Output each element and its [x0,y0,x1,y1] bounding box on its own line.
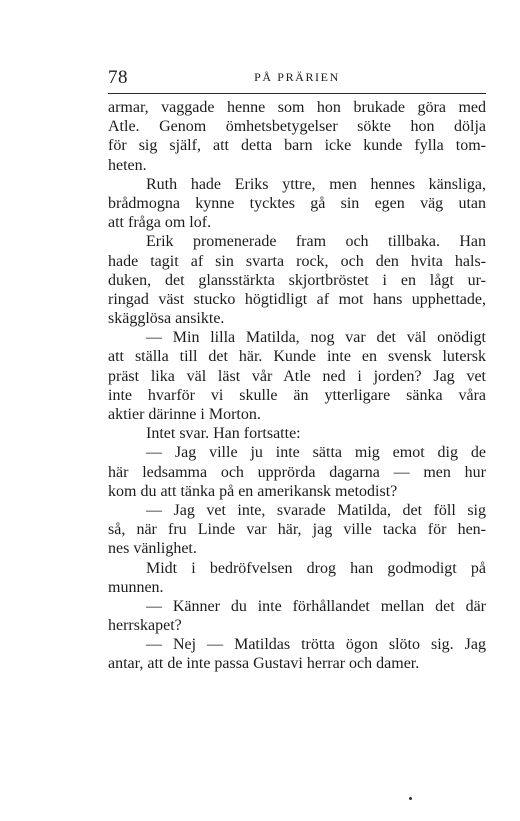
text-line: att ställa till det här. Kunde inte en svensk lutersk [108,348,486,366]
text-line: aktier därinne i Morton. [108,406,261,423]
text-line: — Jag ville ju inte sätta mig emot dig de [146,444,486,462]
text-line: att fråga om lof. [108,214,212,232]
text-line: nes vänlighet. [108,540,197,558]
running-head [108,65,486,93]
text-line: kom du att tänka på en amerikansk metodist? [108,482,398,500]
header-rule [108,93,486,94]
text-line: — Jag vet inte, svarade Matilda, det föll sig [146,501,486,519]
text-line: inte hvarför vi skulle än ytterligare sänka våra [108,386,486,404]
text-line: för sig själf, att detta barn icke kunde fylla tom- [108,137,486,155]
text-line: Erik promenerade fram och tillbaka. Han [146,233,486,251]
text-line: präst lika väl läst vår Atle ned i jorden? Jag vet [108,367,486,385]
text-line: brådmogna kynne tycktes gå sin egen väg utan [108,194,486,212]
body-text [108,98,486,674]
text-line: Midt i bedröfvelsen drog han godmodigt på [146,559,486,577]
text-line: så, när fru Linde var här, jag ville tacka för hen- [108,521,486,539]
text-line: — Min lilla Matilda, nog var det väl onödigt [146,329,486,347]
text-line: munnen. [108,578,164,596]
text-line: herrskapet? [108,617,182,635]
text-line: Ruth hade Eriks yttre, men hennes känsliga, [146,175,486,193]
text-line: Atle. Genom ömhetsbetygelser sökte hon dölja [108,118,486,136]
text-line: ringad väst stucko högtidligt af mot hans upphettade, [108,290,486,308]
running-title: PÅ PRÄRIEN [254,70,340,84]
text-line: — Känner du inte förhållandet mellan det där [146,597,486,615]
text-line: Intet svar. Han fortsatte: [146,425,301,443]
text-line: armar, vaggade henne som hon brukade göra med [108,99,486,116]
text-line: antar, att de inte passa Gustavi herrar och damer. [108,655,420,673]
text-line: hade tagit af sin svarta rock, och den hvita hals- [108,252,486,270]
page-number: 78 [108,67,128,88]
text-line: duken, det glansstärkta skjortbröstet i en lågt ur- [108,271,486,289]
text-line: heten. [108,156,147,174]
text-line: här ledsamma och upprörda dagarna — men hur [108,463,486,481]
text-line: skägglösa ansikte. [108,310,225,328]
text-line: — Nej — Matildas trötta ögon slöto sig. Jag [146,636,486,654]
ink-speck [409,797,412,800]
